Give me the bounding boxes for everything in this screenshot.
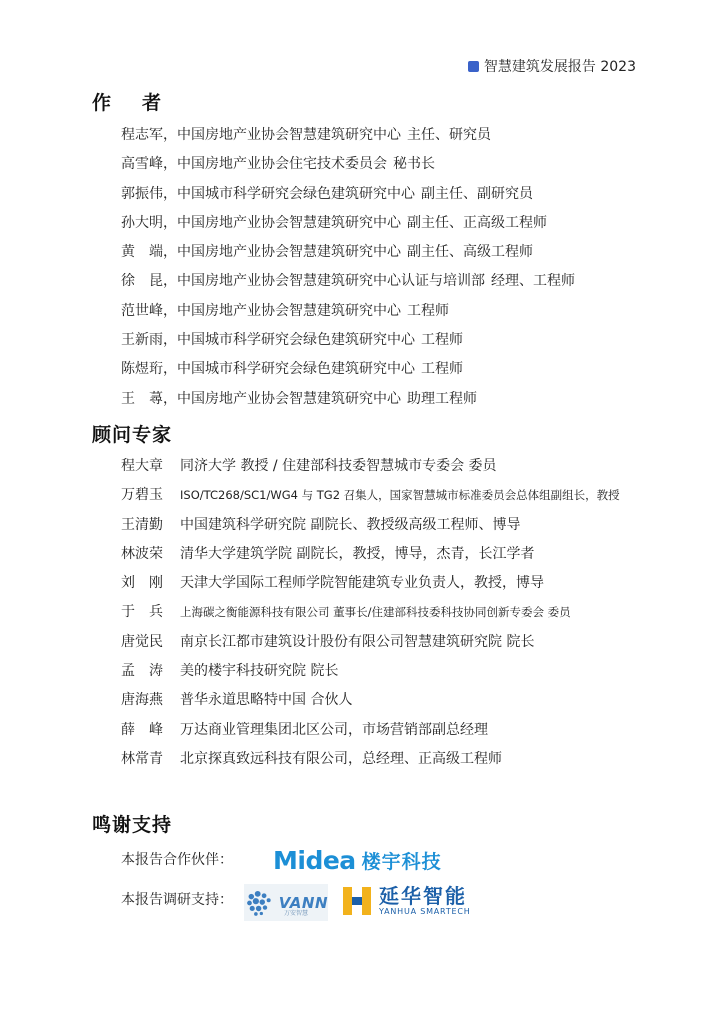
advisor-name: 孟 涛 — [121, 663, 163, 680]
author-org: 中国房地产业协会智慧建筑研究中心 — [177, 302, 401, 319]
advisor-description: 同济大学 教授 / 住建部科技委智慧城市专委会 委员 — [180, 458, 497, 474]
author-row — [121, 209, 575, 238]
author-name: 徐 昆 — [121, 273, 163, 290]
advisor-row — [121, 657, 620, 686]
research-label: 本报告调研支持： — [121, 892, 233, 908]
advisor-row — [121, 481, 620, 510]
advisor-description: 南京长江都市建筑设计股份有限公司智慧建筑研究院 院长 — [180, 633, 535, 650]
advisor-row — [121, 569, 620, 598]
author-role: 工程师 — [407, 302, 449, 319]
advisor-description: 上海碳之衡能源科技有限公司 董事长/住建部科技委科技协同创新专委会 委员 — [180, 605, 571, 620]
vann-logo — [244, 884, 328, 921]
advisor-description: 北京探真致远科技有限公司，总经理、正高级工程师 — [180, 750, 502, 767]
author-row — [121, 150, 575, 179]
author-name: 范世峰 — [121, 302, 163, 319]
yanhua-logo-en: YANHUA SMARTECH — [379, 907, 471, 916]
author-sep: ， — [163, 273, 177, 290]
advisor-name: 于 兵 — [121, 604, 163, 621]
advisor-row — [121, 628, 620, 657]
author-sep: ， — [163, 156, 177, 173]
author-name: 王 蕁 — [121, 390, 163, 407]
author-sep: ， — [163, 214, 177, 231]
author-role: 秘书长 — [393, 156, 435, 173]
author-row — [121, 121, 575, 150]
midea-logo — [273, 843, 442, 877]
square-bullet-icon — [468, 61, 479, 72]
advisor-name: 刘 刚 — [121, 575, 163, 592]
advisor-row — [121, 598, 620, 627]
author-sep: ， — [163, 127, 177, 143]
advisor-row — [121, 452, 620, 481]
author-org: 中国城市科学研究会绿色建筑研究中心 — [177, 332, 415, 349]
advisor-description: 天津大学国际工程师学院智能建筑专业负责人，教授，博导 — [180, 575, 544, 592]
advisor-description: 清华大学建筑学院 副院长，教授，博导，杰青，长江学者 — [180, 545, 535, 562]
authors-heading-char: 作 — [92, 92, 113, 114]
yanhua-logo-cn: 延华智能 — [379, 884, 467, 908]
author-role: 工程师 — [421, 361, 463, 378]
author-row — [121, 385, 575, 414]
author-sep: ， — [163, 390, 177, 407]
advisor-description: 普华永道思略特中国 合伙人 — [180, 692, 353, 709]
advisor-name: 王清勤 — [121, 516, 163, 533]
author-org: 中国城市科学研究会绿色建筑研究中心 — [177, 361, 415, 378]
author-row — [121, 355, 575, 384]
running-header — [468, 56, 636, 76]
authors-list — [121, 121, 575, 414]
author-org: 中国城市科学研究会绿色建筑研究中心 — [177, 185, 415, 202]
advisor-name: 唐海燕 — [121, 692, 163, 709]
advisor-name: 唐觉民 — [121, 633, 163, 650]
vann-logo-sub: 万安智慧 — [284, 910, 309, 917]
advisor-row — [121, 716, 620, 745]
header-title: 智慧建筑发展报告 2023 — [483, 59, 636, 75]
author-row — [121, 326, 575, 355]
author-role: 副主任、高级工程师 — [407, 244, 533, 261]
author-org: 中国房地产业协会智慧建筑研究中心 — [177, 244, 401, 261]
author-role: 副主任、副研究员 — [421, 185, 533, 202]
advisors-heading: 顾问专家 — [92, 424, 173, 446]
advisor-description: ISO/TC268/SC1/WG4 与 TG2 召集人，国家智慧城市标准委员会总体组副组长，教授 — [180, 488, 620, 503]
advisor-description: 美的楼宇科技研究院 院长 — [180, 663, 339, 680]
author-org: 中国房地产业协会智慧建筑研究中心认证与培训部 — [177, 273, 485, 290]
author-sep: ， — [163, 244, 177, 261]
advisor-name: 万碧玉 — [121, 487, 163, 504]
author-name: 高雪峰 — [121, 156, 163, 173]
acknowledgements-heading: 鸣谢支持 — [92, 814, 173, 836]
author-row — [121, 267, 575, 296]
author-sep: ， — [163, 302, 177, 319]
advisor-name: 林波荣 — [121, 545, 163, 562]
author-row — [121, 180, 575, 209]
author-org: 中国房地产业协会智慧建筑研究中心 — [177, 127, 401, 143]
author-role: 经理、工程师 — [491, 273, 575, 290]
author-org: 中国房地产业协会住宅技术委员会 — [177, 156, 387, 173]
advisor-description: 中国建筑科学研究院 副院长、教授级高级工程师、博导 — [180, 516, 521, 533]
advisor-name: 薛 峰 — [121, 721, 163, 738]
advisor-description: 万达商业管理集团北区公司，市场营销部副总经理 — [180, 721, 488, 738]
advisor-row — [121, 745, 620, 774]
midea-logo-cn: 楼宇科技 — [361, 850, 442, 873]
author-role: 工程师 — [421, 332, 463, 349]
advisors-list — [121, 452, 620, 774]
partner-label: 本报告合作伙伴： — [121, 852, 233, 868]
author-sep: ， — [163, 361, 177, 378]
author-role: 主任、研究员 — [407, 127, 491, 143]
yanhua-logo — [340, 883, 471, 919]
vann-logo-word: VANN — [278, 893, 328, 912]
author-name: 陈煜珩 — [121, 361, 163, 378]
author-row — [121, 297, 575, 326]
vann-dots-icon — [244, 886, 279, 920]
author-name: 郭振伟 — [121, 185, 163, 202]
advisor-row — [121, 511, 620, 540]
author-role: 助理工程师 — [407, 390, 477, 407]
midea-logo-word: Midea — [273, 845, 356, 875]
author-name: 程志军 — [121, 127, 163, 143]
authors-heading — [92, 88, 162, 115]
author-name: 孙大明 — [121, 214, 163, 231]
author-role: 副主任、正高级工程师 — [407, 214, 547, 231]
author-name: 黄 端 — [121, 244, 163, 261]
author-org: 中国房地产业协会智慧建筑研究中心 — [177, 214, 401, 231]
yanhua-mark-icon — [340, 884, 374, 918]
advisor-name: 程大章 — [121, 458, 163, 474]
advisor-row — [121, 686, 620, 715]
advisor-row — [121, 540, 620, 569]
advisor-name: 林常青 — [121, 750, 163, 767]
author-sep: ， — [163, 185, 177, 202]
author-name: 王新雨 — [121, 332, 163, 349]
author-org: 中国房地产业协会智慧建筑研究中心 — [177, 390, 401, 407]
authors-heading-char: 者 — [142, 92, 163, 114]
author-row — [121, 238, 575, 267]
author-sep: ， — [163, 332, 177, 349]
